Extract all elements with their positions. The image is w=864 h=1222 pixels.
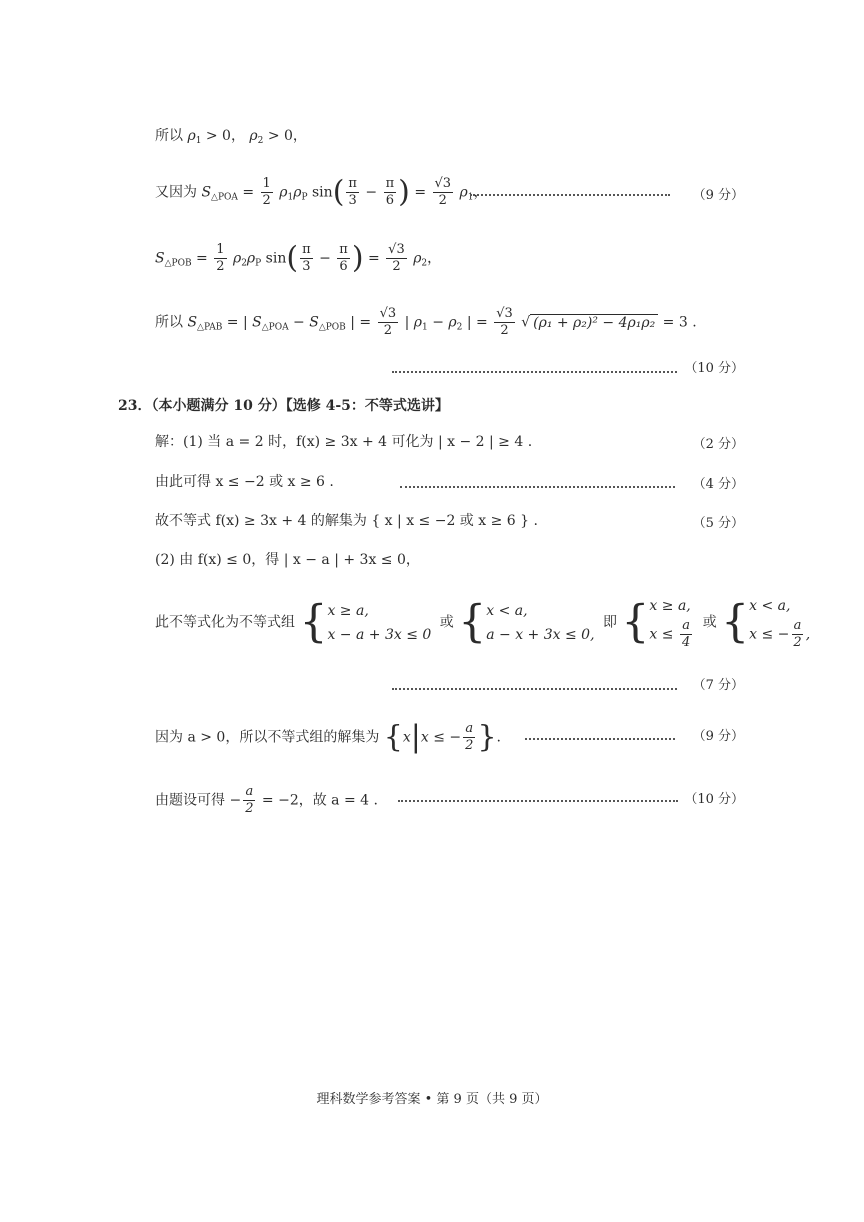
system-line: a − x + 3x ≤ 0, [486,626,595,643]
fraction [378,306,399,339]
text: = [237,184,259,201]
score-label: （2 分） [692,437,744,452]
denominator: 4 [681,635,691,650]
subscript: 1 [195,136,202,146]
left-brace: { [621,596,650,648]
denominator: 2 [262,193,271,208]
score-label: （7 分） [692,678,744,693]
numerator: π [385,176,395,191]
text: x ≤ − [420,729,462,746]
text: = [191,250,213,267]
rho-symbol: ρ [279,184,288,201]
solution-step-2: 由此可得 x ≤ −2 或 x ≥ 6 . [155,474,334,490]
fraction [463,721,475,754]
subscript: 1 [422,322,428,333]
text: = 3 . [658,314,697,331]
denominator: 6 [385,193,394,208]
subscript: 2 [421,258,428,269]
text: 由题设可得 − [155,792,242,809]
radicand: (ρ₁ + ρ₂)² − 4ρ₁ρ₂ [530,314,658,331]
score-label: （4 分） [692,477,744,492]
rho-symbol: ρ [413,250,422,267]
text: = −2，故 a = 4 . [257,792,378,809]
solution-step-5 [155,594,811,651]
denominator: 2 [465,738,474,753]
line-area-pab [155,306,744,339]
denominator: 2 [793,635,802,650]
fraction [433,176,454,209]
numerator: 1 [216,242,225,257]
text: 或 [439,614,454,631]
subscript: 1 [287,192,294,203]
inequality-system [649,594,694,651]
text: 此不等式化为不等式组 [155,614,295,631]
text: − [288,314,310,331]
text: | ρ [404,314,423,331]
denominator: 2 [500,323,509,338]
solution-step-4: (2) 由 f(x) ≤ 0，得 | x − a | + 3x ≤ 0， [155,552,420,568]
text: . [496,729,501,746]
numerator: a [682,618,690,633]
left-paren: ( [286,240,299,276]
text: ， [473,184,488,201]
text: − [360,184,382,201]
line-area-pob [155,242,744,275]
inequality-system [749,594,810,651]
right-paren: ) [398,174,410,210]
right-paren: ) [351,240,364,276]
left-brace: { [383,719,403,755]
fraction [680,618,692,651]
system-line: x ≥ a, [327,602,369,619]
subscript: 2 [257,136,264,146]
score-label: （9 分） [692,729,744,744]
fraction [386,242,407,275]
area-symbol: S [155,250,165,267]
text: 即 [602,614,617,631]
rho-symbol: ρ [293,184,302,201]
subscript: P [301,192,308,203]
numerator: π [339,242,348,257]
fraction [243,784,255,817]
rho-symbol: ρ [246,250,256,267]
text: | = [345,314,376,331]
system-line: x ≥ a, [649,598,691,614]
text: > 0， [201,128,245,144]
system-line: x < a, [486,602,528,619]
sin-text: sin [265,250,287,267]
leader-dots [392,371,677,373]
denominator: 2 [438,193,447,208]
leader-dots [392,688,677,690]
numerator: √3 [434,176,452,191]
area-symbol: S [309,314,319,331]
numerator: π [348,176,357,191]
text: 又因为 [155,184,197,201]
fraction [346,176,359,209]
text: = | [222,314,253,331]
numerator: 1 [262,176,271,191]
denominator: 2 [216,259,225,274]
subscript: 2 [241,258,247,269]
set-bar: | [410,719,421,755]
numerator: √3 [388,242,405,257]
text: x ≤ [649,626,678,643]
text: | = [462,314,493,331]
leader-dots [525,738,675,740]
fraction [494,306,515,339]
system-line: x − a + 3x ≤ 0 [327,626,432,643]
denominator: 3 [302,259,311,274]
score-label: （10 分） [684,792,744,807]
system-line: x < a, [749,598,791,614]
subscript: 2 [456,322,463,333]
solution-step-1: 解：(1) 当 a = 2 时，f(x) ≥ 3x + 4 可化为 | x − 2 | ≥ 4 . [155,434,533,450]
numerator: π [302,242,311,257]
right-brace: } [477,719,497,755]
denominator: 6 [339,259,348,274]
line-rho-positive [155,126,744,151]
numerator: √3 [379,306,397,321]
text: 所以 [155,128,183,144]
area-symbol: S [201,184,212,201]
inequality-system [486,599,594,647]
leader-dots [398,800,678,802]
radical-sign: √ [521,314,531,331]
numerator: a [465,721,474,736]
solution-step-3: 故不等式 f(x) ≥ 3x + 4 的解集为 { x | x ≤ −2 或 x ≥ 6 } . [155,513,538,529]
subscript: 1 [467,192,474,203]
text: − [314,250,336,267]
subscript: △POA [261,322,289,333]
subscript: △POB [164,258,192,269]
denominator: 2 [383,323,393,338]
fraction [214,242,226,275]
fraction [261,176,273,209]
rho-symbol: ρ [249,128,258,144]
leader-dots [400,486,675,488]
text: = [367,250,385,267]
numerator: a [793,618,802,633]
text: − ρ [427,314,457,331]
fraction [337,242,350,275]
denominator: 2 [392,259,401,274]
sin-text: sin [312,184,333,201]
text: 所以 [155,314,183,331]
rho-symbol: ρ [187,128,196,144]
subscript: △PAB [197,322,223,333]
area-symbol: S [252,314,262,331]
text: 或 [702,614,717,631]
score-label: （10 分） [684,361,744,376]
text: 因为 a > 0，所以不等式组的解集为 [155,729,380,746]
system-line [749,618,810,651]
subscript: △POA [211,192,238,203]
score-label: （9 分） [692,188,744,203]
numerator: a [245,784,254,799]
denominator: 3 [348,193,357,208]
left-paren: ( [332,174,345,210]
left-brace: { [721,596,750,648]
rho-symbol: ρ [232,250,242,267]
text: , [805,626,811,643]
text: ， [427,250,442,267]
text: x ≤ − [749,626,790,643]
score-label: （5 分） [692,516,744,531]
line-area-poa [155,176,744,209]
fraction [384,176,397,209]
rho-symbol: ρ [459,184,468,201]
left-brace: { [458,596,487,648]
system-line [649,618,694,651]
denominator: 2 [245,801,254,816]
leader-dots [470,194,670,196]
text: = [414,184,431,201]
text: x [402,729,411,746]
page-footer: 理科数学参考答案 • 第 9 页（共 9 页） [316,1092,548,1107]
subscript: △POB [318,322,346,333]
area-symbol: S [187,314,198,331]
subscript: P [255,258,262,269]
fraction [791,618,803,651]
text: > 0， [263,128,307,144]
question-heading: 23．（本小题满分 10 分）【选修 4-5：不等式选讲】 [118,398,449,414]
fraction [300,242,313,275]
numerator: √3 [496,306,513,321]
inequality-system [327,599,431,647]
left-brace: { [299,596,328,648]
